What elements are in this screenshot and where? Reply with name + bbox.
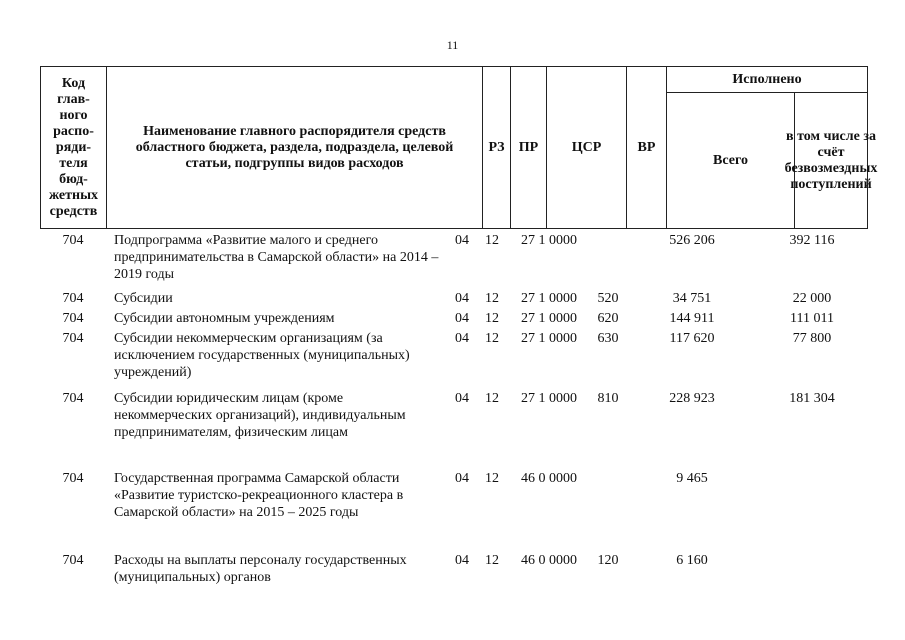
gratuitous-cell: 181 304 — [789, 391, 835, 406]
code-cell: 704 — [62, 331, 84, 346]
table-header — [40, 66, 878, 229]
csr-cell: 27 1 0000 — [521, 233, 577, 248]
header-pr: ПР — [511, 67, 547, 228]
page-number: 11 — [446, 38, 459, 52]
header-code: Код глав-ного распо-ряди-теля бюд-жетных средств — [41, 67, 107, 228]
pr-cell: 12 — [485, 331, 499, 346]
rz-cell: 04 — [455, 233, 469, 248]
name-cell: Субсидии автономным учреждениям — [114, 311, 335, 326]
gratuitous-cell: 111 011 — [790, 311, 834, 326]
total-cell: 117 620 — [669, 331, 715, 346]
pr-cell: 12 — [485, 311, 499, 326]
pr-cell: 12 — [485, 471, 499, 486]
name-cell: Подпрограмма «Развитие малого и среднего предпринимательства в Самарской области» на 2014 – 2019 годы — [114, 233, 439, 282]
pr-cell: 12 — [485, 233, 499, 248]
name-cell: Расходы на выплаты персоналу государственных (муниципальных) органов — [114, 553, 407, 585]
csr-cell: 46 0 0000 — [521, 471, 577, 486]
header-name: Наименование главного распорядителя средств областного бюджета, раздела, подраздела, целевой статьи, подгруппы видов расходов — [107, 67, 483, 228]
header-rz: РЗ — [483, 67, 511, 228]
code-cell: 704 — [62, 291, 84, 306]
csr-cell: 27 1 0000 — [521, 291, 577, 306]
pr-cell: 12 — [485, 391, 499, 406]
header-csr: ЦСР — [547, 67, 627, 228]
name-cell: Субсидии некоммерческим организациям (за исключением государственных (муниципальных) учреждений) — [114, 331, 410, 380]
name-cell: Субсидии — [114, 291, 173, 306]
header-total: Всего — [667, 93, 795, 228]
header-executed: Исполнено — [667, 67, 867, 93]
code-cell: 704 — [62, 311, 84, 326]
pr-cell: 12 — [485, 553, 499, 568]
header-vr: ВР — [627, 67, 667, 228]
vr-cell: 520 — [597, 291, 619, 306]
code-cell: 704 — [62, 233, 84, 248]
pr-cell: 12 — [485, 291, 499, 306]
total-cell: 6 160 — [676, 553, 708, 568]
vr-cell: 620 — [597, 311, 619, 326]
gratuitous-cell: 22 000 — [792, 291, 832, 306]
gratuitous-cell: 392 116 — [789, 233, 835, 248]
csr-cell: 46 0 0000 — [521, 553, 577, 568]
total-cell: 34 751 — [672, 291, 712, 306]
name-cell: Государственная программа Самарской области «Развитие туристско-рекреационного кластера в Самарской области» на 2015 – 2025 годы — [114, 471, 404, 520]
csr-cell: 27 1 0000 — [521, 391, 577, 406]
gratuitous-cell: 77 800 — [792, 331, 832, 346]
total-cell: 526 206 — [669, 233, 715, 248]
csr-cell: 27 1 0000 — [521, 311, 577, 326]
vr-cell: 630 — [597, 331, 619, 346]
rz-cell: 04 — [455, 311, 469, 326]
rz-cell: 04 — [455, 291, 469, 306]
code-cell: 704 — [62, 471, 84, 486]
code-cell: 704 — [62, 391, 84, 406]
header-including: в том числе за счёт безвозмездных поступлений — [784, 128, 878, 192]
name-cell: Субсидии юридическим лицам (кроме некоммерческих организаций), индивидуальным предпринимателям, физическим лицам — [114, 391, 406, 440]
rz-cell: 04 — [455, 391, 469, 406]
vr-cell: 810 — [597, 391, 619, 406]
total-cell: 144 911 — [669, 311, 715, 326]
csr-cell: 27 1 0000 — [521, 331, 577, 346]
code-cell: 704 — [62, 553, 84, 568]
total-cell: 228 923 — [669, 391, 715, 406]
rz-cell: 04 — [455, 331, 469, 346]
rz-cell: 04 — [455, 553, 469, 568]
vr-cell: 120 — [597, 553, 619, 568]
total-cell: 9 465 — [676, 471, 708, 486]
rz-cell: 04 — [455, 471, 469, 486]
